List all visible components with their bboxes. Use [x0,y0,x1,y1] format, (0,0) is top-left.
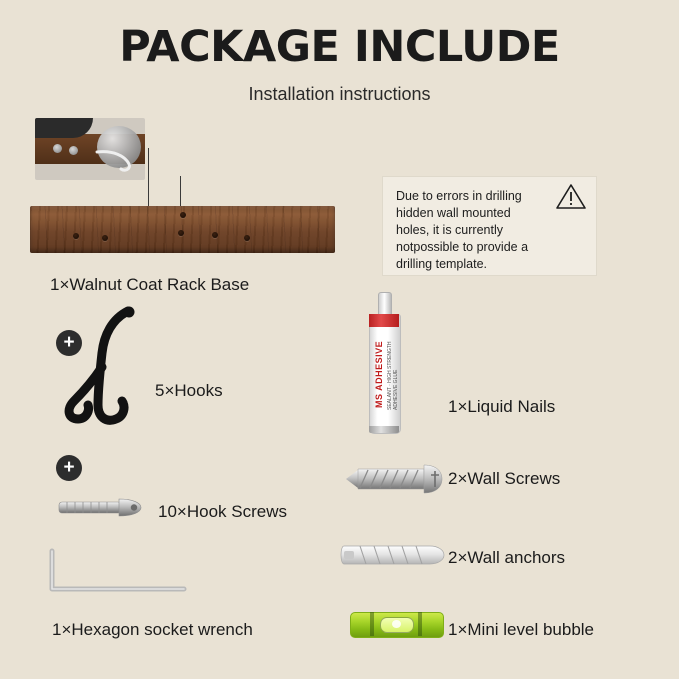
base-screw-hole [244,235,250,241]
tube-subtext: SEALANT · HIGH STRENGTH ADHESIVE GLUE [387,341,399,410]
level-bubble-dot [392,620,401,628]
detail-screw [53,144,62,153]
label-hooks: 5×Hooks [155,381,223,400]
level-band [418,612,422,636]
hexagon-socket-wrench [42,545,192,600]
drilling-note-text: Due to errors in drilling hidden wall mounted holes, it is currently notpossible to provide a drilling template. [396,189,529,271]
leader-line-2 [180,176,181,206]
base-screw-hole [102,235,108,241]
label-liquid-nails: 1×Liquid Nails [448,397,556,416]
label-wall-anchors: 2×Wall anchors [448,548,566,567]
label-hexagon-wrench: 1×Hexagon socket wrench [52,620,253,639]
liquid-nails-tube [365,290,405,440]
base-screw-hole [73,233,79,239]
label-coat-rack-base: 1×Walnut Coat Rack Base [50,275,250,294]
hook-screw [55,492,145,522]
detail-screw [69,146,78,155]
wall-anchor [338,540,450,570]
tube-brand-text: MS ADHESIVE [374,340,384,408]
label-hook-screws: 10×Hook Screws [158,502,287,521]
base-screw-hole [178,230,184,236]
plus-badge-two: + [56,455,82,481]
base-screw-hole [212,232,218,238]
label-wall-screws: 2×Wall Screws [448,469,561,488]
wall-screw [338,462,448,496]
hanger-detail-photo [35,118,145,180]
label-mini-level-bubble: 1×Mini level bubble [448,620,595,639]
warning-triangle-icon [556,183,586,210]
coat-hook [58,305,148,440]
detail-hook-shape [95,148,141,174]
walnut-coat-rack-base [30,206,335,253]
page-subtitle: Installation instructions [248,84,431,104]
tube-red-band [369,314,399,327]
level-band [370,612,374,636]
tube-crimp [369,426,399,433]
base-mount-hole [180,212,186,218]
leader-line-1 [148,148,209,207]
page-title: PACKAGE INCLUDE [119,22,560,72]
mini-level-bubble [350,608,442,640]
plus-badge-one: + [56,330,82,356]
